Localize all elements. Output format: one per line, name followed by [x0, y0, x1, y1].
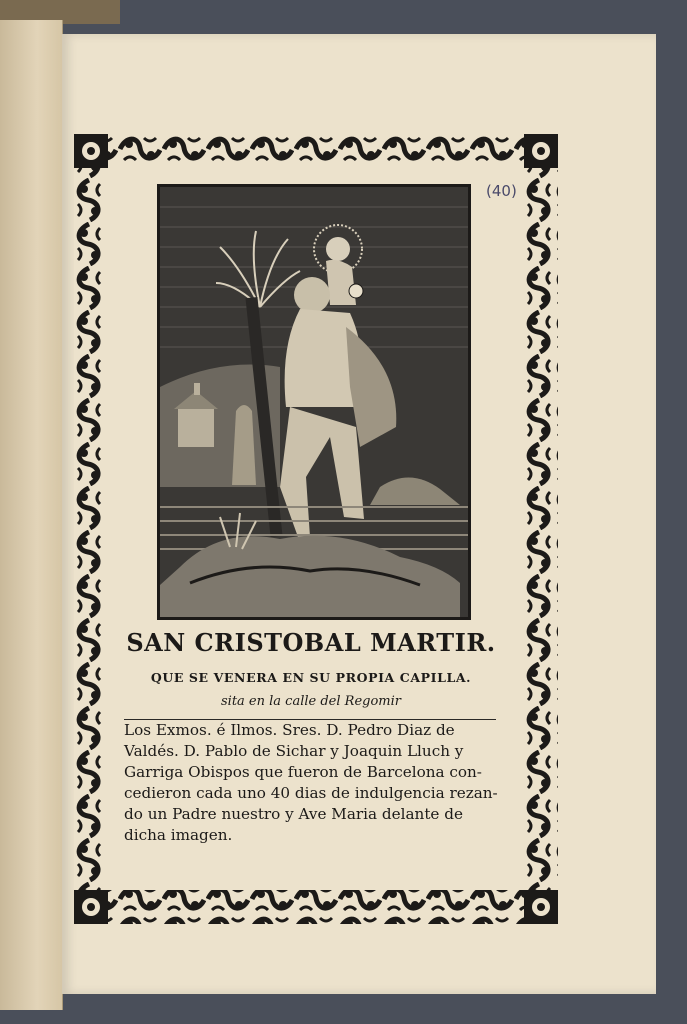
document-title: SAN CRISTOBAL MARTIR.	[126, 628, 496, 657]
body-line: Los Exmos. é Ilmos. Sres. D. Pedro Diaz de	[124, 721, 455, 739]
body-line: Valdés. D. Pablo de Sichar y Joaquin Lluch y	[124, 742, 464, 760]
document-subtitle: QUE SE VENERA EN SU PROPIA CAPILLA.	[150, 670, 472, 685]
left-page-edge	[0, 20, 63, 1010]
body-line: cedieron cada uno 40 dias de indulgencia rezan-	[124, 784, 498, 802]
body-line: dicha imagen.	[124, 826, 233, 844]
body-line: do un Padre nuestro y Ave Maria delante de	[124, 805, 463, 823]
location-line: sita en la calle del Regomir	[221, 694, 401, 709]
body-line: Garriga Obispos que fueron de Barcelona con-	[124, 763, 482, 781]
handwritten-number: (40)	[486, 182, 517, 200]
woodcut-illustration	[160, 187, 468, 617]
saint-christopher-woodcut	[157, 184, 471, 620]
indulgence-text	[124, 720, 498, 846]
